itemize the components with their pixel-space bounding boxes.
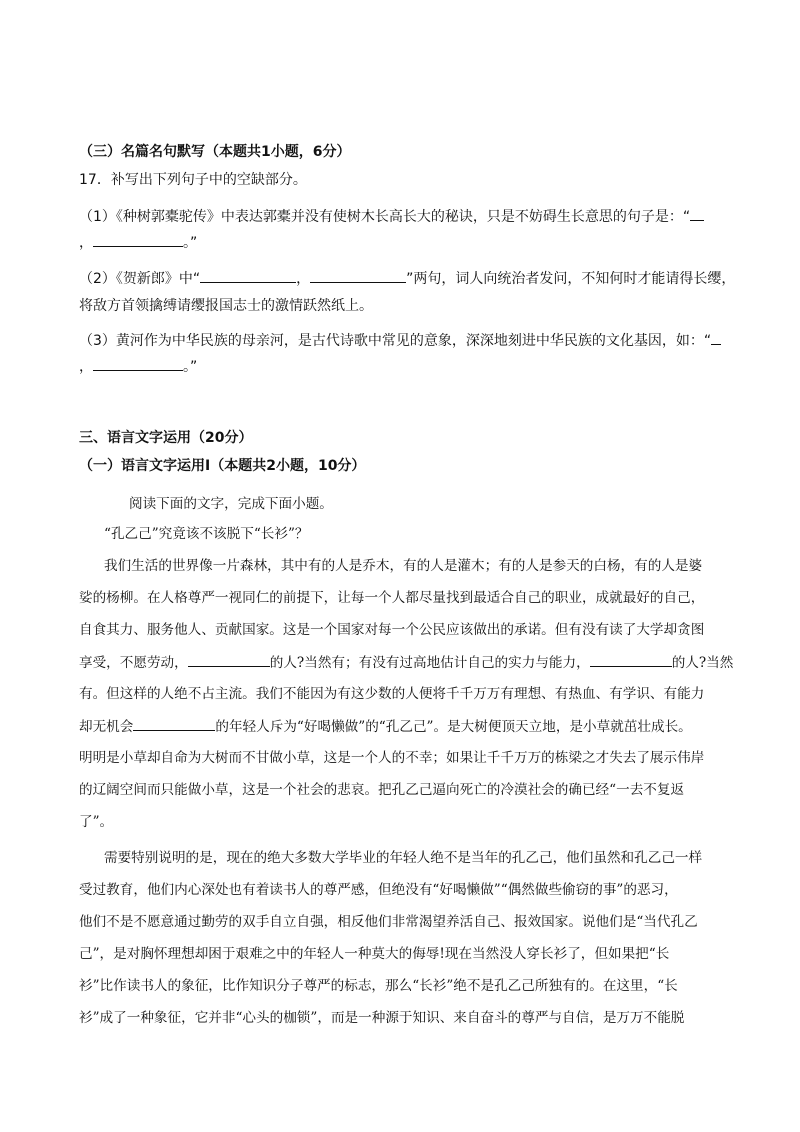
subsection-title: （一）语言文字运用Ⅰ（本题共2小题，10分）	[79, 458, 366, 474]
closing-text: 。”	[183, 359, 198, 375]
answer-blank[interactable]	[200, 268, 296, 283]
item-1-text: （1）《种树郭橐驼传》中表达郭橐并没有使树木长高长大的秘诀，只是不妨碍生长意思的句子是：“	[79, 209, 691, 225]
passage-line: 他们不是不愿意通过勤劳的双手自立自强，相反他们非常渴望养活自己、报效国家。说他们是“当代孔乙	[79, 914, 698, 930]
answer-blank[interactable]	[93, 356, 183, 371]
comma-text: ，	[79, 235, 93, 251]
passage-line: 的辽阔空间而只能做小草，这是一个社会的悲哀。把孔乙己逼向死亡的冷漠社会的确已经“一去不复返	[79, 782, 685, 798]
passage-line: 衫”比作读书人的象征，比作知识分子尊严的标志，那么“长衫”绝不是孔乙己所独有的。在这里，“长	[79, 978, 678, 994]
passage-line: 了”。	[79, 814, 114, 830]
answer-blank[interactable]	[590, 652, 672, 667]
passage-line: 受过教育，他们内心深处也有着读书人的尊严感，但绝没有“好喝懒做”“偶然做些偷窃的事”的恶习，	[79, 882, 678, 898]
question-17-item-1	[79, 206, 704, 227]
question-17-item-1-cont	[79, 232, 197, 253]
passage-line	[79, 716, 692, 737]
section-heading: （三）名篇名句默写（本题共1小题，6分）	[79, 144, 351, 160]
passage-text: 却无机会	[79, 719, 134, 735]
question-17-item-3-cont	[79, 356, 197, 377]
passage-line: 衫”成了一种象征，它并非“心头的枷锁”，而是一种源于知识、来自奋斗的尊严与自信，是万万不能脱	[79, 1010, 685, 1026]
comma-text: ，	[79, 359, 93, 375]
item-3-text: （3）黄河作为中华民族的母亲河，是古代诗歌中常见的意象，深深地刻进中华民族的文化基因，如：“	[79, 333, 712, 349]
passage-line: 需要特别说明的是，现在的绝大多数大学毕业的年轻人绝不是当年的孔乙己，他们虽然和孔乙己一样	[104, 850, 703, 866]
answer-blank[interactable]	[310, 268, 406, 283]
passage-text: 的人?当然	[671, 655, 734, 671]
item-2-text-cont: ”两句，词人向统治者发问，不知何时才能请得长缨，	[406, 271, 736, 287]
answer-blank[interactable]	[133, 716, 215, 731]
passage-line	[79, 652, 733, 673]
passage-line: 自食其力、服务他人、贡献国家。这是一个国家对每一个公民应该做出的承诺。但有没有读了大学却贪图	[79, 622, 705, 638]
passage-line: 娑的杨柳。在人格尊严一视同仁的前提下，让每一个人都尽量找到最适合自己的职业，成就最好的自己，	[79, 590, 705, 606]
question-17-item-2	[79, 268, 735, 289]
passage-text: 的人?当然有；有没有过高地估计自己的实力与能力，	[269, 655, 590, 671]
answer-blank[interactable]	[188, 652, 270, 667]
answer-blank[interactable]	[711, 330, 721, 345]
answer-blank[interactable]	[93, 232, 183, 247]
passage-line: 明明是小草却自命为大树而不甘做小草，这是一个人的不幸；如果让千千万万的栋梁之才失去了展示伟岸	[79, 750, 705, 766]
item-2-text: （2）《贺新郎》中“	[79, 271, 201, 287]
passage-text: 享受，不愿劳动，	[79, 655, 188, 671]
comma-text: ，	[296, 271, 311, 287]
section-title: 三、语言文字运用（20分）	[79, 430, 253, 446]
passage-line: 我们生活的世界像一片森林，其中有的人是乔木，有的人是灌木；有的人是参天的白杨，有的人是婆	[104, 558, 703, 574]
question-17-stem: 17．补写出下列句子中的空缺部分。	[79, 172, 307, 188]
passage-line: 有。但这样的人绝不占主流。我们不能因为有这少数的人便将千千万万有理想、有热血、有学识、有能力	[79, 686, 705, 702]
passage-title: “孔乙己”究竟该不该脱下“长衫”？	[104, 526, 309, 542]
answer-blank[interactable]	[690, 206, 704, 221]
passage-text: 的年轻人斥为“好喝懒做”的“孔乙己”。是大树便顶天立地，是小草就茁壮成长。	[215, 719, 692, 735]
passage-line: 己”，是对胸怀理想却困于艰难之中的年轻人一种莫大的侮辱!现在当然没人穿长衫了，但如果把“长	[79, 946, 670, 962]
instruction: 阅读下面的文字，完成下面小题。	[129, 496, 333, 512]
closing-text: 。”	[183, 235, 198, 251]
question-17-item-2-cont: 将敌方首领擒缚请缨报国志士的激情跃然纸上。	[79, 298, 373, 314]
question-17-item-3	[79, 330, 721, 351]
